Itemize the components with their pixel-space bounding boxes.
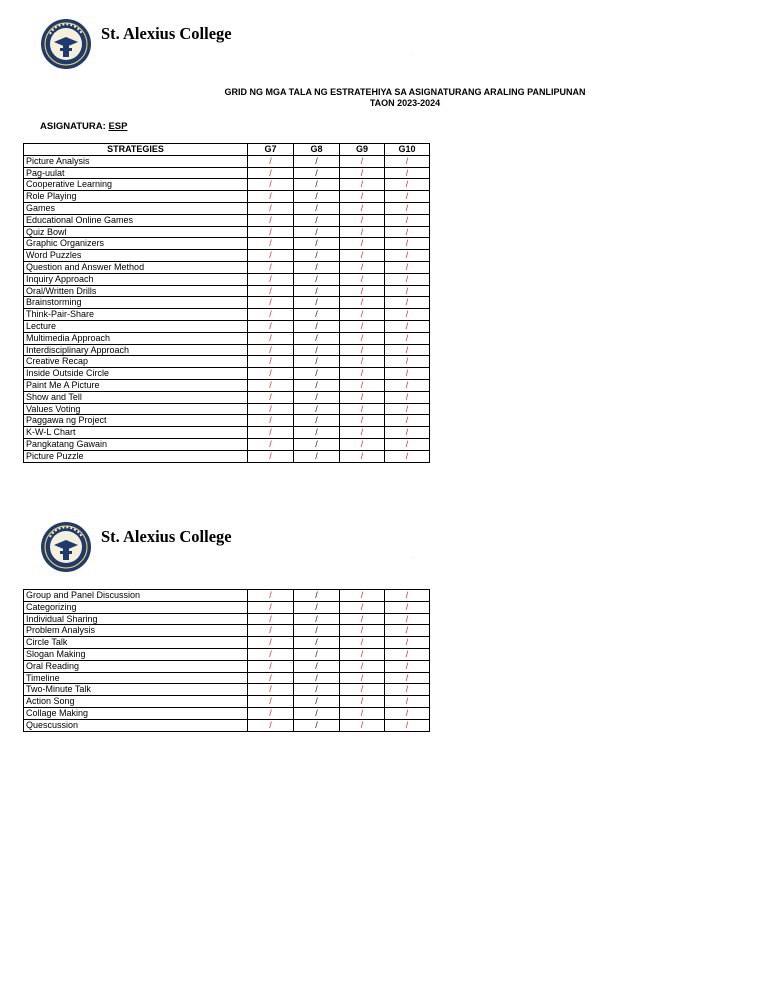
table-row (24, 285, 430, 297)
check-g8: / (294, 320, 340, 332)
check-g9: / (340, 250, 385, 262)
table-row (24, 332, 430, 344)
check-g10: / (385, 226, 430, 238)
check-g8: / (294, 391, 340, 403)
check-g8: / (294, 368, 340, 380)
col-header-g7: G7 (248, 144, 294, 156)
table-row (24, 625, 430, 637)
check-g10: / (385, 179, 430, 191)
check-g10: / (385, 332, 430, 344)
college-name: St. Alexius College (101, 24, 232, 43)
check-g8: / (294, 238, 340, 250)
check-g9: / (340, 415, 385, 427)
check-g7: / (248, 648, 294, 660)
check-g9: / (340, 320, 385, 332)
strategy-name: Show and Tell (24, 391, 248, 403)
check-g9: / (340, 450, 385, 462)
check-g7: / (248, 391, 294, 403)
check-g10: / (385, 202, 430, 214)
strategy-name: Role Playing (24, 191, 248, 203)
check-g10: / (385, 285, 430, 297)
check-g9: / (340, 684, 385, 696)
check-g8: / (294, 167, 340, 179)
table-row (24, 250, 430, 262)
strategy-name: Oral Reading (24, 660, 248, 672)
strategy-name: K-W-L Chart (24, 427, 248, 439)
page1-header (40, 18, 440, 82)
check-g10: / (385, 415, 430, 427)
check-g10: / (385, 719, 430, 731)
check-g8: / (294, 648, 340, 660)
col-header-g10: G10 (385, 144, 430, 156)
table-row (24, 226, 430, 238)
check-g8: / (294, 155, 340, 167)
col-header-g8: G8 (294, 144, 340, 156)
document-title (0, 87, 768, 109)
check-g7: / (248, 238, 294, 250)
check-g10: / (385, 450, 430, 462)
table-row (24, 191, 430, 203)
check-g8: / (294, 660, 340, 672)
check-g10: / (385, 320, 430, 332)
check-g7: / (248, 261, 294, 273)
table-row (24, 672, 430, 684)
check-g9: / (340, 427, 385, 439)
table-row (24, 601, 430, 613)
strategies-grid-page2 (23, 589, 430, 732)
check-g8: / (294, 707, 340, 719)
strategy-name: Question and Answer Method (24, 261, 248, 273)
check-g7: / (248, 684, 294, 696)
check-g9: / (340, 368, 385, 380)
check-g10: / (385, 191, 430, 203)
check-g10: / (385, 707, 430, 719)
table-row (24, 427, 430, 439)
check-g7: / (248, 332, 294, 344)
strategy-name: Pangkatang Gawain (24, 438, 248, 450)
check-g8: / (294, 590, 340, 602)
header-dot: · (412, 52, 414, 58)
strategies-grid-page1 (23, 143, 430, 463)
table-row (24, 155, 430, 167)
check-g7: / (248, 344, 294, 356)
strategy-name: Slogan Making (24, 648, 248, 660)
strategy-name: Paggawa ng Project (24, 415, 248, 427)
strategy-name: Circle Talk (24, 637, 248, 649)
strategy-name: Oral/Written Drills (24, 285, 248, 297)
table-row (24, 273, 430, 285)
strategy-name: Values Voting (24, 403, 248, 415)
check-g7: / (248, 601, 294, 613)
check-g8: / (294, 332, 340, 344)
check-g9: / (340, 285, 385, 297)
check-g9: / (340, 696, 385, 708)
table-row (24, 309, 430, 321)
col-header-strategies: STRATEGIES (24, 144, 248, 156)
check-g10: / (385, 250, 430, 262)
table-row (24, 179, 430, 191)
check-g10: / (385, 167, 430, 179)
check-g7: / (248, 273, 294, 285)
check-g8: / (294, 379, 340, 391)
check-g9: / (340, 309, 385, 321)
strategy-name: Categorizing (24, 601, 248, 613)
check-g7: / (248, 285, 294, 297)
title-line-1: GRID NG MGA TALA NG ESTRATEHIYA SA ASIGNATURANG ARALING PANLIPUNAN (224, 87, 586, 97)
check-g9: / (340, 214, 385, 226)
check-g7: / (248, 167, 294, 179)
strategy-name: Games (24, 202, 248, 214)
check-g8: / (294, 672, 340, 684)
strategy-name: Graphic Organizers (24, 238, 248, 250)
check-g8: / (294, 684, 340, 696)
check-g7: / (248, 179, 294, 191)
strategy-name: Quiz Bowl (24, 226, 248, 238)
check-g7: / (248, 320, 294, 332)
check-g9: / (340, 391, 385, 403)
check-g10: / (385, 625, 430, 637)
check-g9: / (340, 637, 385, 649)
check-g9: / (340, 648, 385, 660)
grid-body-page1 (24, 155, 430, 462)
table-row (24, 320, 430, 332)
check-g10: / (385, 637, 430, 649)
strategy-name: Inquiry Approach (24, 273, 248, 285)
check-g7: / (248, 309, 294, 321)
check-g9: / (340, 613, 385, 625)
strategy-name: Group and Panel Discussion (24, 590, 248, 602)
check-g10: / (385, 297, 430, 309)
table-row (24, 707, 430, 719)
check-g7: / (248, 637, 294, 649)
check-g9: / (340, 191, 385, 203)
check-g7: / (248, 403, 294, 415)
strategy-name: Timeline (24, 672, 248, 684)
check-g9: / (340, 238, 385, 250)
table-row (24, 391, 430, 403)
check-g9: / (340, 332, 385, 344)
check-g8: / (294, 427, 340, 439)
check-g10: / (385, 155, 430, 167)
check-g8: / (294, 226, 340, 238)
check-g9: / (340, 226, 385, 238)
check-g8: / (294, 438, 340, 450)
check-g10: / (385, 660, 430, 672)
check-g10: / (385, 273, 430, 285)
check-g8: / (294, 450, 340, 462)
check-g9: / (340, 660, 385, 672)
table-row (24, 660, 430, 672)
check-g10: / (385, 368, 430, 380)
table-row (24, 438, 430, 450)
check-g7: / (248, 415, 294, 427)
check-g7: / (248, 719, 294, 731)
table-row (24, 415, 430, 427)
subject-line (40, 121, 127, 132)
check-g7: / (248, 707, 294, 719)
check-g9: / (340, 297, 385, 309)
check-g7: / (248, 155, 294, 167)
check-g7: / (248, 613, 294, 625)
strategy-name: Picture Puzzle (24, 450, 248, 462)
header-dot: · (412, 555, 414, 561)
check-g7: / (248, 450, 294, 462)
check-g9: / (340, 707, 385, 719)
check-g7: / (248, 214, 294, 226)
check-g8: / (294, 344, 340, 356)
check-g7: / (248, 660, 294, 672)
strategy-name: Lecture (24, 320, 248, 332)
check-g8: / (294, 601, 340, 613)
strategy-name: Quescussion (24, 719, 248, 731)
table-row (24, 648, 430, 660)
check-g10: / (385, 696, 430, 708)
check-g9: / (340, 179, 385, 191)
strategy-name: Think-Pair-Share (24, 309, 248, 321)
table-row (24, 214, 430, 226)
strategy-name: Two-Minute Talk (24, 684, 248, 696)
check-g9: / (340, 155, 385, 167)
check-g8: / (294, 637, 340, 649)
check-g9: / (340, 356, 385, 368)
check-g8: / (294, 179, 340, 191)
college-seal-logo (40, 521, 92, 573)
check-g8: / (294, 309, 340, 321)
strategy-name: Pag-uulat (24, 167, 248, 179)
check-g9: / (340, 601, 385, 613)
table-row (24, 637, 430, 649)
table-row (24, 379, 430, 391)
check-g8: / (294, 613, 340, 625)
check-g10: / (385, 356, 430, 368)
check-g7: / (248, 427, 294, 439)
table-row (24, 261, 430, 273)
check-g8: / (294, 273, 340, 285)
check-g7: / (248, 202, 294, 214)
check-g10: / (385, 403, 430, 415)
check-g9: / (340, 379, 385, 391)
strategy-name: Picture Analysis (24, 155, 248, 167)
check-g7: / (248, 696, 294, 708)
check-g10: / (385, 391, 430, 403)
check-g9: / (340, 438, 385, 450)
check-g10: / (385, 238, 430, 250)
check-g8: / (294, 696, 340, 708)
subject-value: ESP (108, 121, 128, 132)
check-g9: / (340, 625, 385, 637)
check-g7: / (248, 590, 294, 602)
check-g7: / (248, 356, 294, 368)
table-row (24, 590, 430, 602)
strategy-name: Word Puzzles (24, 250, 248, 262)
table-row (24, 696, 430, 708)
check-g8: / (294, 625, 340, 637)
strategy-name: Educational Online Games (24, 214, 248, 226)
title-line-2: TAON 2023-2024 (369, 98, 441, 108)
table-row (24, 684, 430, 696)
strategy-name: Brainstorming (24, 297, 248, 309)
page2-header (40, 521, 440, 585)
check-g9: / (340, 344, 385, 356)
check-g8: / (294, 191, 340, 203)
table-row (24, 368, 430, 380)
check-g9: / (340, 202, 385, 214)
check-g9: / (340, 167, 385, 179)
strategy-name: Collage Making (24, 707, 248, 719)
check-g7: / (248, 368, 294, 380)
college-name: St. Alexius College (101, 527, 232, 546)
table-row (24, 403, 430, 415)
strategy-name: Multimedia Approach (24, 332, 248, 344)
table-row (24, 344, 430, 356)
table-row (24, 356, 430, 368)
check-g9: / (340, 590, 385, 602)
check-g7: / (248, 250, 294, 262)
check-g10: / (385, 590, 430, 602)
table-row (24, 202, 430, 214)
check-g8: / (294, 285, 340, 297)
check-g8: / (294, 403, 340, 415)
check-g10: / (385, 427, 430, 439)
check-g10: / (385, 601, 430, 613)
table-row (24, 450, 430, 462)
check-g10: / (385, 344, 430, 356)
table-row (24, 297, 430, 309)
check-g9: / (340, 273, 385, 285)
subject-label: ASIGNATURA: (40, 121, 106, 132)
check-g7: / (248, 672, 294, 684)
check-g9: / (340, 672, 385, 684)
check-g9: / (340, 719, 385, 731)
check-g10: / (385, 379, 430, 391)
check-g7: / (248, 438, 294, 450)
grid-header-row (24, 144, 430, 156)
check-g10: / (385, 613, 430, 625)
check-g7: / (248, 379, 294, 391)
check-g10: / (385, 438, 430, 450)
check-g8: / (294, 261, 340, 273)
table-row (24, 613, 430, 625)
check-g10: / (385, 648, 430, 660)
check-g10: / (385, 672, 430, 684)
check-g8: / (294, 415, 340, 427)
check-g10: / (385, 309, 430, 321)
check-g7: / (248, 191, 294, 203)
check-g8: / (294, 202, 340, 214)
strategy-name: Individual Sharing (24, 613, 248, 625)
check-g10: / (385, 214, 430, 226)
check-g10: / (385, 261, 430, 273)
check-g7: / (248, 625, 294, 637)
strategy-name: Action Song (24, 696, 248, 708)
check-g8: / (294, 719, 340, 731)
check-g8: / (294, 297, 340, 309)
strategy-name: Creative Recap (24, 356, 248, 368)
grid-body-page2 (24, 590, 430, 732)
check-g7: / (248, 297, 294, 309)
strategy-name: Interdisciplinary Approach (24, 344, 248, 356)
check-g8: / (294, 356, 340, 368)
strategy-name: Problem Analysis (24, 625, 248, 637)
check-g8: / (294, 214, 340, 226)
table-row (24, 238, 430, 250)
check-g9: / (340, 261, 385, 273)
check-g9: / (340, 403, 385, 415)
table-row (24, 167, 430, 179)
col-header-g9: G9 (340, 144, 385, 156)
college-seal-logo (40, 18, 92, 70)
check-g8: / (294, 250, 340, 262)
strategy-name: Paint Me A Picture (24, 379, 248, 391)
check-g10: / (385, 684, 430, 696)
strategy-name: Inside Outside Circle (24, 368, 248, 380)
table-row (24, 719, 430, 731)
check-g7: / (248, 226, 294, 238)
strategy-name: Cooperative Learning (24, 179, 248, 191)
